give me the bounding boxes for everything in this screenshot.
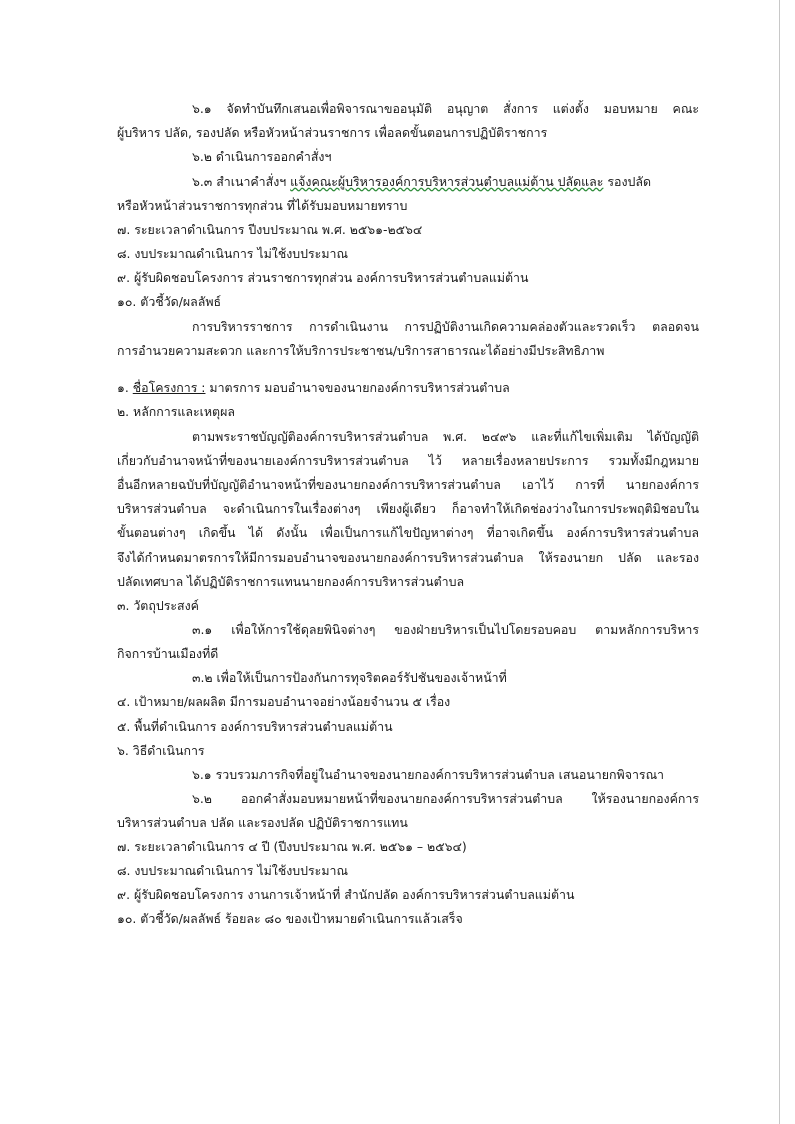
text-run: ๑. xyxy=(117,380,133,395)
text-line: บริหารส่วนตำบล จะดำเนินการในเรื่องต่างๆ เพียงผู้เดียว ก็อาจทำให้เกิดช่องว่างในการประพฤติมิชอบใน xyxy=(117,501,699,516)
text-line: ๖. วิธีดำเนินการ xyxy=(117,743,205,758)
underlined-text: แจ้งคณะผู้บริหารองค์การบริหารส่วนตำบลแม่ต้าน ปลัดและ xyxy=(290,174,604,189)
text-line: ๗. ระยะเวลาดำเนินการ ๔ ปี (ปีงบประมาณ พ.ศ. ๒๕๖๑ – ๒๕๖๔) xyxy=(117,839,467,854)
text-line: กิจการบ้านเมืองที่ดี xyxy=(117,646,219,661)
text-line: ๖.๑ รวบรวมภารกิจที่อยู่ในอำนาจของนายกองค์การบริหารส่วนตำบล เสนอนายกพิจารณา xyxy=(192,767,665,782)
text-line: ๕. พื้นที่ดำเนินการ องค์การบริหารส่วนตำบลแม่ต้าน xyxy=(117,719,393,734)
text-run: มาตรการ มอบอำนาจของนายกองค์การบริหารส่วนตำบล xyxy=(205,380,510,395)
text-line: ๙. ผู้รับผิดชอบโครงการ ส่วนราชการทุกส่วน องค์การบริหารส่วนตำบลแม่ต้าน xyxy=(117,270,529,285)
text-line: ๓.๒ เพื่อให้เป็นการป้องกันการทุจริตคอร์รัปชันของเจ้าหน้าที่ xyxy=(192,670,507,685)
text-line: ๘. งบประมาณดำเนินการ ไม่ใช้งบประมาณ xyxy=(117,863,348,878)
text-line: ตามพระราชบัญญัติองค์การบริหารส่วนตำบล พ.ศ. ๒๔๙๖ และที่แก้ไขเพิ่มเติม ได้บัญญัติ xyxy=(192,429,699,444)
text-line: ๒. หลักการและเหตุผล xyxy=(117,404,235,419)
text-run: รองปลัด xyxy=(603,174,652,189)
text-line: อื่นอีกหลายฉบับที่บัญญัติอำนาจหน้าที่ของนายกองค์การบริหารส่วนตำบล เอาไว้ การที่ นายกองค์การ xyxy=(117,477,699,492)
text-line: ๔. เป้าหมาย/ผลผลิต มีการมอบอำนาจอย่างน้อยจำนวน ๕ เรื่อง xyxy=(117,694,451,709)
text-line: ๖.๒ ออกคำสั่งมอบหมายหน้าที่ของนายกองค์การบริหารส่วนตำบล ให้รองนายกองค์การ xyxy=(192,791,699,806)
text-line: การอำนวยความสะดวก และการให้บริการประชาชน/บริการสาธารณะได้อย่างมีประสิทธิภาพ xyxy=(117,343,605,358)
text-line xyxy=(117,377,795,399)
text-line: ปลัดเทศบาล ได้ปฏิบัติราชการแทนนายกองค์การบริหารส่วนตำบล xyxy=(117,574,465,589)
text-line xyxy=(192,171,795,193)
text-line: การบริหารราชการ การดำเนินงาน การปฏิบัติงานเกิดความคล่องตัวและรวดเร็ว ตลอดจน xyxy=(192,319,699,334)
text-line: ๓. วัตถุประสงค์ xyxy=(117,598,199,613)
text-line: เกี่ยวกับอำนาจหน้าที่ของนายเองค์การบริหารส่วนตำบล ไว้ หลายเรื่องหลายประการ รวมทั้งมีกฎหมาย xyxy=(117,453,699,468)
text-run: ๖.๓ สำเนาคำสั่งฯ xyxy=(192,174,291,189)
text-line: หรือหัวหน้าส่วนราชการทุกส่วน ที่ได้รับมอบหมายทราบ xyxy=(117,198,408,213)
text-line: ๖.๑ จัดทำบันทึกเสนอเพื่อพิจารณาขออนุมัติ อนุญาต สั่งการ แต่งตั้ง มอบหมาย คณะ xyxy=(192,101,699,116)
text-line: ๗. ระยะเวลาดำเนินการ ปีงบประมาณ พ.ศ. ๒๕๖๑-๒๕๖๔ xyxy=(117,222,423,237)
text-line: ผู้บริหาร ปลัด, รองปลัด หรือหัวหน้าส่วนราชการ เพื่อลดขั้นตอนการปฏิบัติราชการ xyxy=(117,125,548,140)
underlined-text: ชื่อโครงการ : xyxy=(132,380,206,395)
text-line: ๓.๑ เพื่อให้การใช้ดุลยพินิจต่างๆ ของฝ่ายบริหารเป็นไปโดยรอบคอบ ตามหลักการบริหาร xyxy=(192,622,699,637)
text-line: ๑๐. ตัวชี้วัด/ผลลัพธ์ xyxy=(117,294,222,309)
text-line: ๖.๒ ดำเนินการออกคำสั่งฯ xyxy=(192,149,332,164)
text-line: จึงได้กำหนดมาตรการให้มีการมอบอำนาจของนายกองค์การบริหารส่วนตำบล ให้รองนายก ปลัด และรอง xyxy=(117,550,699,565)
text-line: บริหารส่วนตำบล ปลัด และรองปลัด ปฏิบัติราชการแทน xyxy=(117,815,408,830)
text-line: ๑๐. ตัวชี้วัด/ผลลัพธ์ ร้อยละ ๘๐ ของเป้าหมายดำเนินการแล้วเสร็จ xyxy=(117,911,463,926)
text-line: ขั้นตอนต่างๆ เกิดขึ้น ได้ ดังนั้น เพื่อเป็นการแก้ไขปัญหาต่างๆ ที่อาจเกิดขึ้น องค์การบริหารส่วนตำบล xyxy=(117,525,699,540)
text-line: ๘. งบประมาณดำเนินการ ไม่ใช้งบประมาณ xyxy=(117,246,348,261)
text-line: ๙. ผู้รับผิดชอบโครงการ งานการเจ้าหน้าที่ สำนักปลัด องค์การบริหารส่วนตำบลแม่ต้าน xyxy=(117,887,575,902)
